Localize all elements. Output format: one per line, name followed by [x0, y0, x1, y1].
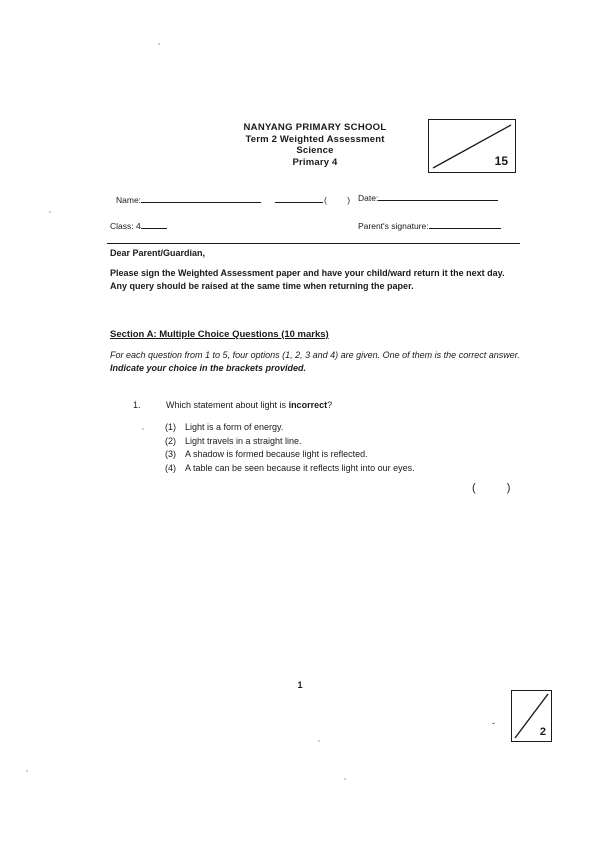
question-1-text-before: Which statement about light is — [166, 400, 289, 410]
level-name: Primary 4 — [292, 156, 338, 168]
section-a-heading: Section A: Multiple Choice Questions (10 marks) — [110, 329, 329, 340]
option-3[interactable] — [165, 448, 415, 462]
scan-speckle — [318, 740, 320, 742]
name-field — [116, 194, 359, 205]
footer-marks-box — [511, 690, 552, 742]
letter-body: Please sign the Weighted Assessment paper and have your child/ward return it the next day. Any query should be raised at the same time when returning the paper. — [110, 268, 505, 291]
assessment-name: Term 2 Weighted Assessment — [245, 133, 385, 145]
date-field — [358, 192, 498, 203]
option-2-text: Light travels in a straight line. — [185, 435, 302, 446]
question-1-answer-bracket[interactable]: ( ) — [472, 482, 525, 494]
date-label: Date: — [358, 193, 379, 203]
option-2-label: (2) — [165, 435, 176, 446]
class-label: Class: 4 — [110, 221, 141, 231]
date-input-line[interactable] — [378, 192, 498, 201]
question-1-emphasis: incorrect — [288, 400, 328, 410]
option-1-text: Light is a form of energy. — [185, 422, 284, 432]
class-field — [110, 220, 167, 231]
scan-speckle — [26, 770, 28, 772]
option-3-text: A shadow is formed because light is reflected. — [185, 449, 368, 459]
option-2[interactable] — [165, 435, 415, 449]
footer-dash: - — [492, 718, 495, 728]
option-4-label: (4) — [165, 462, 176, 473]
subject-name: Science — [296, 145, 334, 156]
header-divider — [107, 243, 520, 244]
school-name: NANYANG PRIMARY SCHOOL — [243, 122, 387, 133]
question-1-number: 1. — [133, 400, 141, 410]
paper-header — [225, 122, 405, 168]
section-a-instructions — [110, 349, 520, 375]
option-1-label: (1) — [165, 422, 176, 432]
question-1-text-after: ? — [327, 400, 333, 410]
name-label: Name: — [116, 195, 142, 205]
question-1-options — [165, 421, 415, 475]
name-index-bracket: ( ) — [324, 195, 360, 205]
total-marks-box — [428, 119, 516, 173]
scan-speckle — [49, 211, 51, 213]
footer-marks-value: 2 — [539, 726, 546, 738]
total-marks-value: 15 — [494, 154, 508, 168]
name-input-line[interactable] — [141, 194, 261, 203]
scan-speckle — [344, 778, 346, 780]
page-number: 1 — [297, 680, 303, 690]
question-1-text — [166, 400, 332, 410]
letter-salutation: Dear Parent/Guardian, — [110, 248, 206, 258]
option-3-label: (3) — [165, 449, 176, 459]
option-1[interactable] — [165, 421, 415, 435]
question-1 — [133, 400, 523, 410]
option-4-text: A table can be seen because it reflects light into our eyes. — [185, 462, 415, 473]
scan-speckle — [158, 43, 160, 45]
option-4[interactable] — [165, 462, 415, 476]
parent-signature-label: Parent's signature: — [358, 221, 429, 231]
instructions-text: For each question from 1 to 5, four options (1, 2, 3 and 4) are given. One of them is the correct answer. — [110, 350, 520, 360]
parent-signature-field — [358, 220, 501, 231]
class-input-line[interactable] — [141, 220, 167, 229]
scan-speckle — [142, 428, 144, 430]
instructions-emphasis: Indicate your choice in the brackets provided. — [110, 363, 307, 373]
name-index-line[interactable] — [275, 194, 323, 203]
parent-signature-line[interactable] — [429, 220, 501, 229]
